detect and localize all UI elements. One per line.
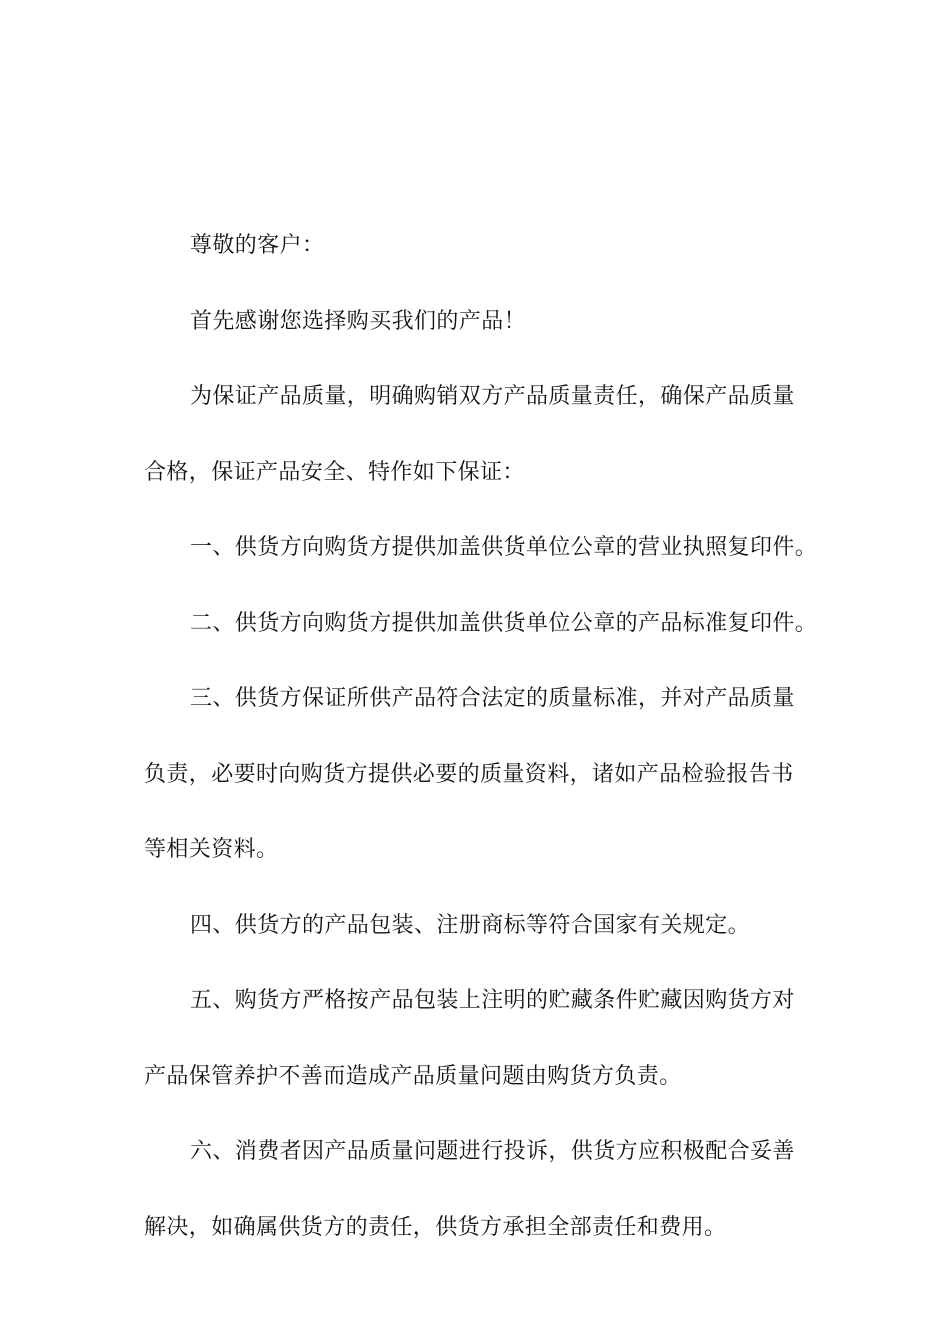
item-6-line-1: 六、消费者因产品质量问题进行投诉，供货方应积极配合妥善 xyxy=(190,1139,795,1164)
item-3-line-3: 等相关资料。 xyxy=(144,837,279,862)
intro-line: 首先感谢您选择购买我们的产品！ xyxy=(190,308,527,334)
item-5-line-2: 产品保管养护不善而造成产品质量问题由购货方负责。 xyxy=(144,1063,682,1089)
document-body xyxy=(144,208,816,1265)
item-1-line: 一、供货方向购货方提供加盖供货单位公章的营业执照复印件。 xyxy=(190,535,818,560)
item-5-line-1: 五、购货方严格按产品包装上注明的贮藏条件贮藏因购货方对 xyxy=(190,988,795,1013)
item-6-line-2: 解决，如确属供货方的责任，供货方承担全部责任和费用。 xyxy=(144,1214,727,1240)
purpose-line-2: 合格，保证产品安全、特作如下保证： xyxy=(144,459,525,485)
item-3-line-1: 三、供货方保证所供产品符合法定的质量标准，并对产品质量 xyxy=(190,686,795,711)
greeting-line: 尊敬的客户： xyxy=(190,233,325,258)
item-3-line-2: 负责，必要时向购货方提供必要的质量资料，诸如产品检验报告书 xyxy=(144,761,794,787)
item-2-line: 二、供货方向购货方提供加盖供货单位公章的产品标准复印件。 xyxy=(190,610,818,636)
purpose-line-1: 为保证产品质量，明确购销双方产品质量责任，确保产品质量 xyxy=(190,384,795,409)
item-4-line: 四、供货方的产品包装、注册商标等符合国家有关规定。 xyxy=(190,912,751,938)
